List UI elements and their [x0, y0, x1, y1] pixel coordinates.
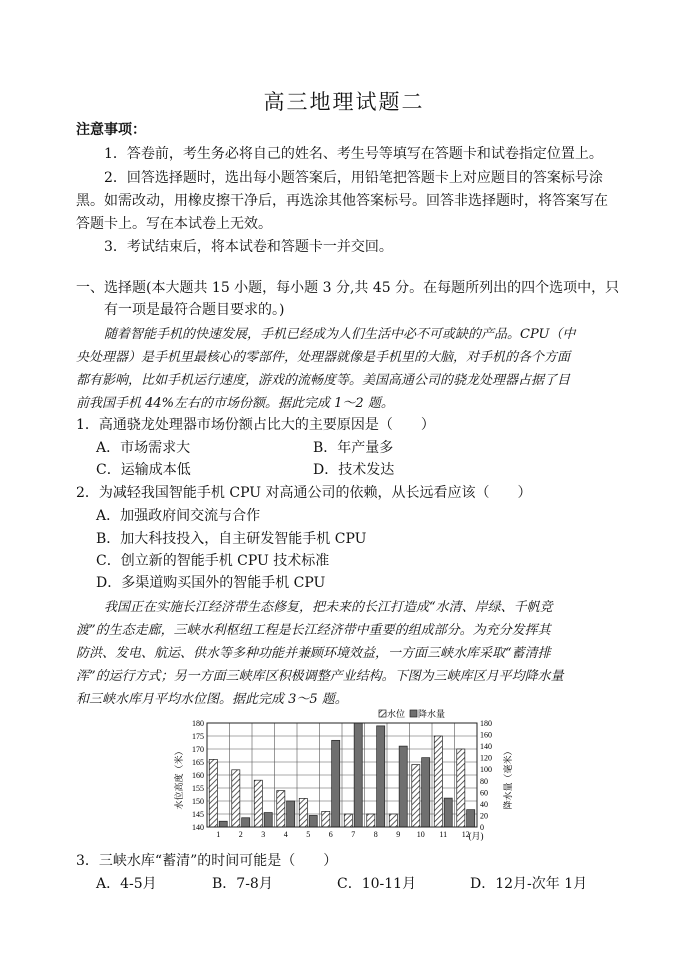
x-tick-label: 3 [261, 830, 266, 839]
left-tick-label: 155 [192, 784, 204, 793]
precipitation-bar [287, 801, 295, 827]
left-tick-label: 160 [192, 771, 204, 780]
x-tick-label: 2 [238, 830, 243, 839]
precipitation-bar [309, 815, 317, 827]
precipitation-bar [354, 723, 362, 827]
passage-2-line-2: 渡”的生态走廊，三峡水利枢纽工程是长江经济带中重要的组成部分。为充分发挥其 [76, 623, 551, 638]
passage-2-line-3: 防洪、发电、航运、供水等多种功能并兼顾环境效益，一方面三峡水库采取“蓄清排 [76, 646, 551, 661]
x-tick-label: 7 [351, 830, 356, 839]
x-tick-label: 10 [416, 830, 425, 839]
precipitation-bar [467, 810, 475, 827]
precipitation-bar [219, 821, 227, 827]
x-tick-label: 1 [216, 830, 221, 839]
precipitation-bar [444, 798, 452, 827]
passage-1-line-2: 央处理器）是手机里最核心的零部件，处理器就像是手机里的大脑，对手机的各个方面 [76, 350, 571, 365]
right-tick-label: 120 [480, 753, 492, 763]
right-tick-label: 40 [480, 799, 488, 809]
notice-item-2-line-2: 黑。如需改动，用橡皮擦干净后，再选涂其他答案标号。回答非选择题时，将答案写在 [76, 193, 608, 209]
left-tick-label: 150 [192, 797, 204, 806]
passage-1-line-3: 都有影响，比如手机运行速度，游戏的流畅度等。美国高通公司的骁龙处理器占据了目 [76, 373, 571, 388]
water-level-bar [322, 811, 330, 827]
water-level-bar [277, 791, 285, 827]
question-3-option-c: C．10-11月 [337, 876, 417, 892]
right-tick-label: 160 [480, 730, 492, 740]
right-tick-label: 0 [480, 823, 484, 832]
question-3-option-b: B．7-8月 [212, 876, 273, 892]
precipitation-bar [264, 813, 272, 827]
chart-legend [379, 708, 445, 719]
x-tick-label: 8 [373, 830, 378, 839]
water-level-bar [209, 759, 217, 827]
water-level-bar [457, 749, 465, 827]
question-2-stem: 2．为减轻我国智能手机 CPU 对高通公司的依赖，从长远看应该（ ） [76, 485, 532, 501]
right-tick-label: 20 [480, 811, 488, 821]
reservoir-chart [165, 706, 525, 842]
legend-label-hatch: 水位 [387, 709, 406, 719]
water-level-bar [434, 736, 442, 827]
left-tick-label: 175 [192, 732, 204, 741]
passage-2-line-4: 浑”的运行方式；另一方面三峡库区积极调整产业结构。下图为三峡库区月平均降水量 [76, 669, 564, 684]
x-tick-label: 5 [306, 830, 311, 839]
right-axis-label: 降水量（毫米） [503, 746, 513, 810]
question-2-option-d: D．多渠道购买国外的智能手机 CPU [96, 575, 326, 591]
water-level-bar [299, 798, 307, 827]
left-tick-label: 170 [192, 745, 204, 754]
right-tick-label: 80 [480, 776, 488, 786]
question-1-option-a: A．市场需求大 [96, 440, 191, 456]
notice-item-1: 1．答卷前，考生务必将自己的姓名、考生号等填写在答题卡和试卷指定位置上。 [104, 146, 603, 162]
right-tick-label: 140 [480, 742, 492, 752]
notice-heading: 注意事项： [76, 122, 146, 138]
question-1-option-d: D．技术发达 [313, 462, 395, 478]
legend-label-solid: 降水量 [418, 709, 446, 719]
x-tick-label: 11 [439, 830, 448, 839]
water-level-bar [232, 770, 240, 827]
precipitation-bar [399, 746, 407, 827]
x-tick-label: 4 [283, 830, 288, 839]
x-tick-label: 6 [328, 830, 333, 839]
precipitation-bar [377, 726, 385, 827]
question-1-option-c: C．运输成本低 [96, 462, 191, 478]
precipitation-bar [242, 818, 250, 827]
water-level-bar [389, 814, 397, 827]
notice-item-3: 3．考试结束后，将本试卷和答题卡一并交回。 [104, 239, 393, 255]
question-1-option-b: B．年产量多 [313, 440, 394, 456]
right-tick-label: 180 [480, 719, 492, 728]
page-title: 高三地理试题二 [263, 90, 425, 114]
legend-swatch-solid [410, 710, 417, 717]
left-tick-label: 140 [192, 823, 204, 832]
question-3-option-d: D．12月-次年 1月 [470, 876, 588, 892]
question-3-option-a: A．4-5月 [96, 876, 157, 892]
precipitation-bar [422, 758, 430, 827]
section-heading-line-2: 有一项是最符合题目要求的。) [104, 302, 285, 318]
notice-item-2-line-1: 2．回答选择题时，选出每小题答案后，用铅笔把答题卡上对应题目的答案标号涂 [104, 170, 603, 186]
passage-2-line-5: 和三峡水库月平均水位图。据此完成 3～5 题。 [76, 692, 348, 707]
x-tick-label: 9 [396, 830, 401, 839]
water-level-bar [254, 780, 262, 827]
question-2-option-b: B．加大科技投入，自主研发智能手机 CPU [96, 531, 367, 547]
left-tick-label: 180 [192, 719, 204, 728]
left-axis-label: 水位高度（米） [174, 746, 184, 810]
question-2-option-c: C．创立新的智能手机 CPU 技术标准 [96, 553, 330, 569]
x-axis-unit: (月) [468, 831, 484, 841]
water-level-bar [344, 814, 352, 827]
x-tick-label: 12 [461, 830, 470, 839]
water-level-bar [367, 814, 375, 827]
notice-item-2-line-3: 答题卡上。写在本试卷上无效。 [76, 216, 272, 232]
left-tick-label: 145 [192, 810, 204, 819]
left-tick-label: 165 [192, 758, 204, 767]
right-tick-label: 100 [480, 765, 492, 775]
precipitation-bar [332, 740, 340, 827]
water-level-bar [412, 765, 420, 827]
question-3-stem: 3．三峡水库“蓄清”的时间可能是（ ） [76, 853, 338, 869]
right-tick-label: 60 [480, 788, 488, 798]
passage-2-line-1: 我国正在实施长江经济带生态修复，把未来的长江打造成“水清、岸绿、千帆竞 [104, 600, 553, 615]
question-1-stem: 1．高通骁龙处理器市场份额占比大的主要原因是（ ） [76, 417, 435, 433]
passage-1-line-4: 前我国手机 44%左右的市场份额。据此完成 1～2 题。 [76, 396, 394, 411]
section-heading-line-1: 一、选择题(本大题共 15 小题，每小题 3 分,共 45 分。在每题所列出的四个选项中，只 [76, 280, 620, 296]
question-2-option-a: A．加强政府间交流与合作 [96, 508, 261, 524]
passage-1-line-1: 随着智能手机的快速发展，手机已经成为人们生活中必不可或缺的产品。CPU（中 [104, 327, 576, 342]
legend-swatch-hatch [379, 710, 386, 717]
